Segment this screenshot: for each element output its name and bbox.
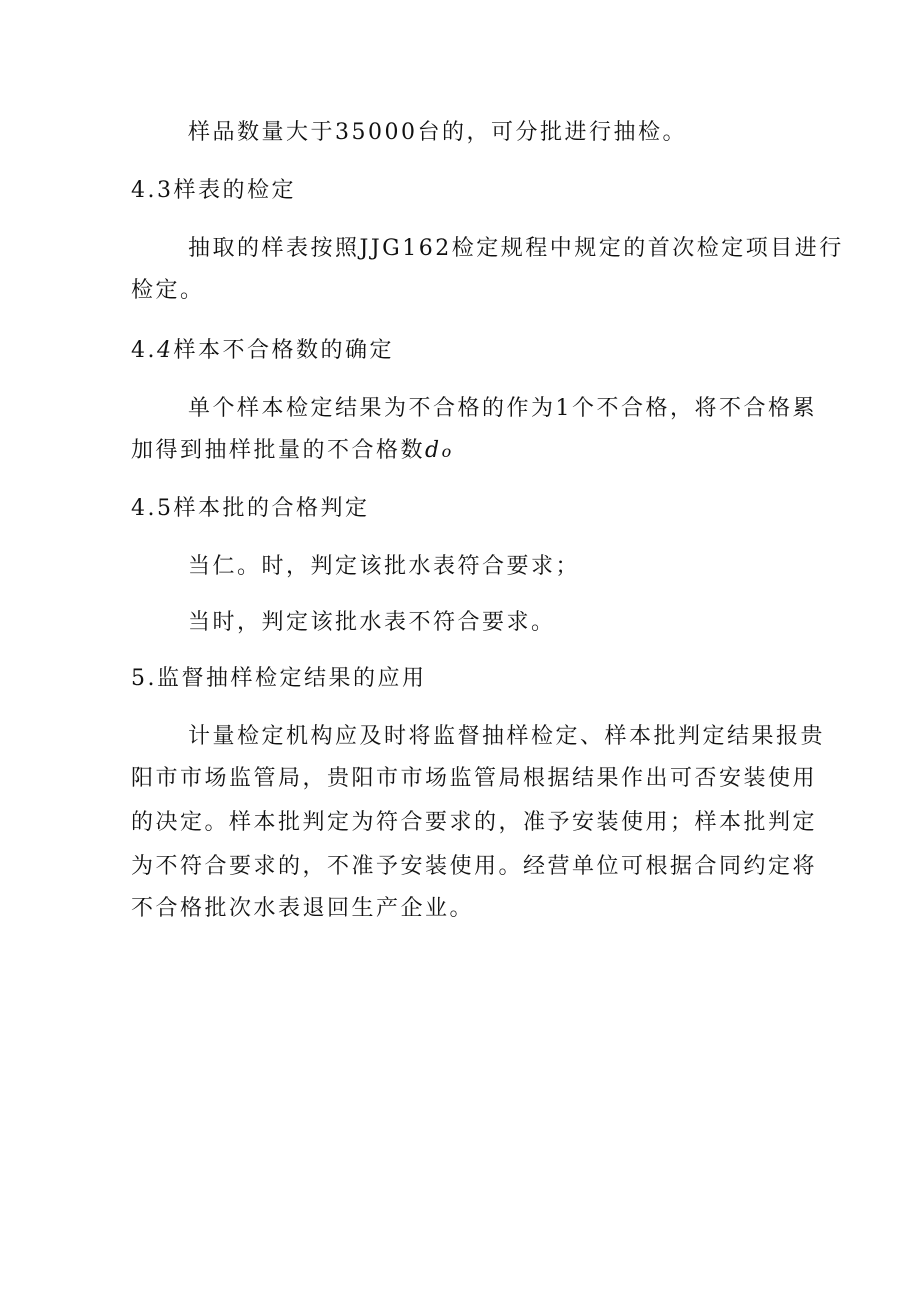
math-subscript: o (441, 442, 454, 461)
paragraph-nonconforming-condition: 当时，判定该批水表不符合要求。 (188, 610, 556, 635)
heading-4-4-text: 样本不合格数的确定 (173, 338, 395, 363)
heading-4-4-number: 4. (131, 338, 157, 363)
paragraph-nonconforming-text: 加得到抽样批量的不合格数 (131, 438, 426, 463)
heading-5: 5.监督抽样检定结果的应用 (131, 666, 427, 691)
paragraph-application-line2: 阳市市场监管局，贵阳市市场监管局根据结果作出可否安装使用 (131, 766, 818, 791)
math-symbol-d: d (425, 438, 442, 463)
paragraph-application-line1: 计量检定机构应及时将监督抽样检定、样本批判定结果报贵 (188, 724, 826, 749)
paragraph-sample-verification-line1: 抽取的样表按照JJG162检定规程中规定的首次检定项目进行 (188, 236, 844, 261)
paragraph-nonconforming-line2 (131, 436, 920, 467)
heading-4-3: 4.3样表的检定 (131, 178, 296, 203)
paragraph-application-line5: 不合格批次水表退回生产企业。 (131, 896, 475, 921)
paragraph-sample-verification-line2: 检定。 (131, 278, 205, 303)
paragraph-conforming-condition: 当仁。时，判定该批水表符合要求； (188, 554, 581, 579)
heading-4-5: 4.5样本批的合格判定 (131, 496, 370, 521)
heading-4-4-digit: 4 (157, 338, 174, 363)
paragraph-application-line3: 的决定。样本批判定为符合要求的，准予安装使用；样本批判定 (131, 810, 818, 835)
paragraph-application-line4: 为不符合要求的，不准予安装使用。经营单位可根据合同约定将 (131, 854, 818, 879)
paragraph-nonconforming-line1: 单个样本检定结果为不合格的作为1个不合格，将不合格累 (188, 396, 817, 421)
heading-4-4 (131, 336, 920, 366)
paragraph-batch-sampling: 样品数量大于35000台的，可分批进行抽检。 (188, 120, 687, 145)
